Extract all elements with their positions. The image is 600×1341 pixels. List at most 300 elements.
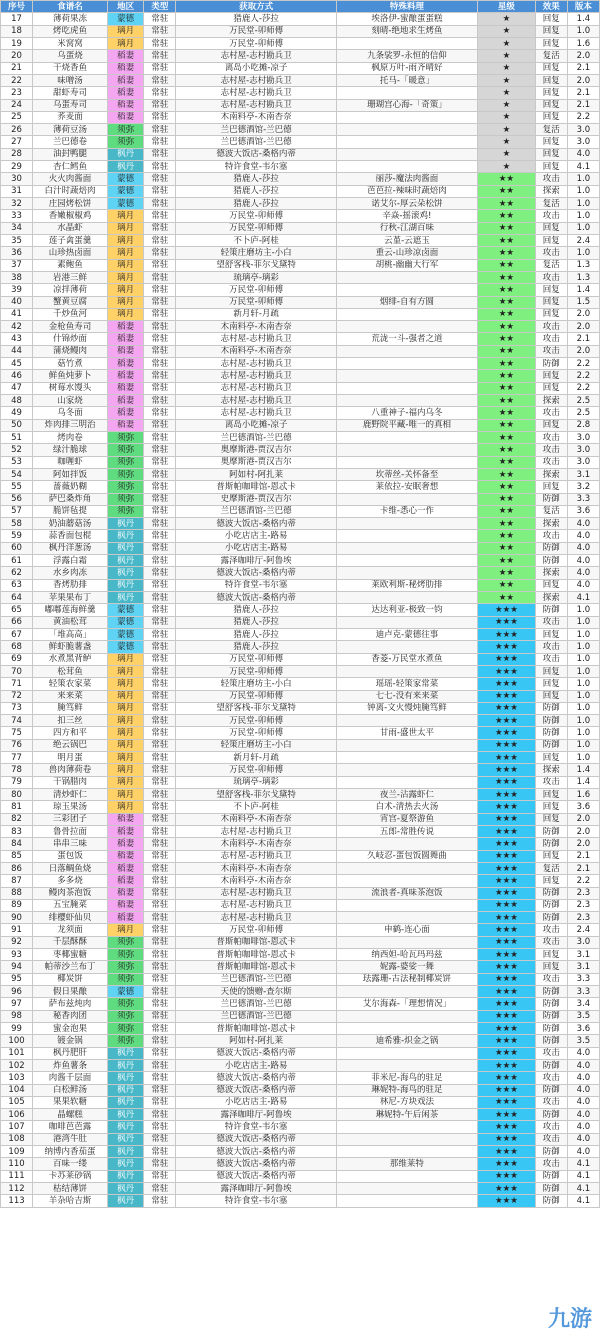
version-cell: 4.0 bbox=[567, 542, 599, 554]
special-dish-cell bbox=[336, 567, 477, 579]
recipe-name: 清炒虾仁 bbox=[33, 789, 108, 801]
star-rating: ★★★ bbox=[478, 1096, 536, 1108]
special-dish-cell bbox=[336, 161, 477, 173]
version-cell: 4.0 bbox=[567, 579, 599, 591]
star-rating: ★ bbox=[478, 124, 536, 136]
star-rating: ★★ bbox=[478, 579, 536, 591]
version-cell: 3.0 bbox=[567, 431, 599, 443]
source-cell: 兰巴德酒馆-兰巴德 bbox=[176, 136, 336, 148]
region-cell: 璃月 bbox=[107, 308, 143, 320]
table-row bbox=[1, 493, 600, 505]
special-dish-cell bbox=[336, 1059, 477, 1071]
row-number: 82 bbox=[1, 813, 33, 825]
region-cell: 蒙德 bbox=[107, 185, 143, 197]
table-row bbox=[1, 1146, 600, 1158]
row-number: 21 bbox=[1, 62, 33, 74]
recipe-name: 卡苏莱砂锅 bbox=[33, 1170, 108, 1182]
special-dish-cell: 琳妮特-海鸟的驻足 bbox=[336, 1084, 477, 1096]
source-cell: 志村屋-志村勘兵卫 bbox=[176, 87, 336, 99]
special-dish-cell: 重云-山珍凉卤面 bbox=[336, 247, 477, 259]
row-number: 81 bbox=[1, 801, 33, 813]
type-cell: 常驻 bbox=[144, 74, 176, 86]
effect-cell: 回复 bbox=[535, 961, 567, 973]
effect-cell: 防御 bbox=[535, 1035, 567, 1047]
row-number: 93 bbox=[1, 949, 33, 961]
table-row bbox=[1, 222, 600, 234]
type-cell: 常驻 bbox=[144, 493, 176, 505]
region-cell: 枫丹 bbox=[107, 161, 143, 173]
source-cell: 离岛小吃摊-凉子 bbox=[176, 62, 336, 74]
recipe-name: 秘香肉团 bbox=[33, 1010, 108, 1022]
star-rating: ★★★ bbox=[478, 702, 536, 714]
version-cell: 4.1 bbox=[567, 1170, 599, 1182]
region-cell: 璃月 bbox=[107, 665, 143, 677]
type-cell: 常驻 bbox=[144, 592, 176, 604]
region-cell: 璃月 bbox=[107, 37, 143, 49]
region-cell: 稻妻 bbox=[107, 99, 143, 111]
type-cell: 常驻 bbox=[144, 752, 176, 764]
type-cell: 常驻 bbox=[144, 1059, 176, 1071]
effect-cell: 防御 bbox=[535, 838, 567, 850]
region-cell: 须弥 bbox=[107, 1010, 143, 1022]
recipe-name: 乌冬面 bbox=[33, 407, 108, 419]
region-cell: 须弥 bbox=[107, 468, 143, 480]
version-cell: 2.3 bbox=[567, 899, 599, 911]
table-row bbox=[1, 419, 600, 431]
type-cell: 常驻 bbox=[144, 727, 176, 739]
version-cell: 2.8 bbox=[567, 419, 599, 431]
type-cell: 常驻 bbox=[144, 382, 176, 394]
row-number: 87 bbox=[1, 875, 33, 887]
region-cell: 蒙德 bbox=[107, 616, 143, 628]
star-rating: ★★★ bbox=[478, 899, 536, 911]
effect-cell: 复活 bbox=[535, 259, 567, 271]
table-row bbox=[1, 555, 600, 567]
type-cell: 常驻 bbox=[144, 271, 176, 283]
star-rating: ★★★ bbox=[478, 924, 536, 936]
region-cell: 稻妻 bbox=[107, 111, 143, 123]
type-cell: 常驻 bbox=[144, 1035, 176, 1047]
recipe-name: 镀金锅 bbox=[33, 1035, 108, 1047]
effect-cell: 攻击 bbox=[535, 776, 567, 788]
region-cell: 须弥 bbox=[107, 431, 143, 443]
recipe-name: 鲜鱼炖萝卜 bbox=[33, 370, 108, 382]
star-rating: ★★ bbox=[478, 419, 536, 431]
type-cell: 常驻 bbox=[144, 641, 176, 653]
type-cell: 常驻 bbox=[144, 111, 176, 123]
column-header: 版本 bbox=[567, 1, 599, 13]
special-dish-cell bbox=[336, 616, 477, 628]
recipe-name: 扣三丝 bbox=[33, 715, 108, 727]
recipe-name: 树莓水馒头 bbox=[33, 382, 108, 394]
source-cell: 兰巴德酒馆-兰巴德 bbox=[176, 124, 336, 136]
recipe-name: 多多烧 bbox=[33, 875, 108, 887]
row-number: 23 bbox=[1, 87, 33, 99]
special-dish-cell bbox=[336, 358, 477, 370]
type-cell: 常驻 bbox=[144, 1010, 176, 1022]
source-cell: 德波大饭店-桑格内蒂 bbox=[176, 1072, 336, 1084]
row-number: 71 bbox=[1, 678, 33, 690]
region-cell: 枫丹 bbox=[107, 1170, 143, 1182]
star-rating: ★★ bbox=[478, 247, 536, 259]
effect-cell: 攻击 bbox=[535, 407, 567, 419]
region-cell: 须弥 bbox=[107, 998, 143, 1010]
type-cell: 常驻 bbox=[144, 690, 176, 702]
star-rating: ★★ bbox=[478, 493, 536, 505]
source-cell: 特许食堂-韦尔塞 bbox=[176, 1121, 336, 1133]
version-cell: 2.2 bbox=[567, 875, 599, 887]
region-cell: 稻妻 bbox=[107, 62, 143, 74]
effect-cell: 探索 bbox=[535, 468, 567, 480]
star-rating: ★★ bbox=[478, 370, 536, 382]
special-dish-cell bbox=[336, 1170, 477, 1182]
effect-cell: 回复 bbox=[535, 875, 567, 887]
table-row bbox=[1, 444, 600, 456]
type-cell: 常驻 bbox=[144, 1146, 176, 1158]
source-cell: 志村屋-志村勘兵卫 bbox=[176, 382, 336, 394]
table-row bbox=[1, 838, 600, 850]
row-number: 25 bbox=[1, 111, 33, 123]
version-cell: 3.3 bbox=[567, 493, 599, 505]
type-cell: 常驻 bbox=[144, 456, 176, 468]
type-cell: 常驻 bbox=[144, 505, 176, 517]
special-dish-cell bbox=[336, 111, 477, 123]
source-cell: 猎鹿人-莎拉 bbox=[176, 173, 336, 185]
row-number: 38 bbox=[1, 271, 33, 283]
special-dish-cell bbox=[336, 641, 477, 653]
recipe-name: 串串三味 bbox=[33, 838, 108, 850]
source-cell: 德波大饭店-桑格内蒂 bbox=[176, 592, 336, 604]
recipe-name: 阿如拌饭 bbox=[33, 468, 108, 480]
region-cell: 稻妻 bbox=[107, 838, 143, 850]
region-cell: 璃月 bbox=[107, 271, 143, 283]
recipe-name: 「堆高高」 bbox=[33, 628, 108, 640]
source-cell: 阿如村-阿扎莱 bbox=[176, 1035, 336, 1047]
source-cell: 史摩斯港-贾汉吉尔 bbox=[176, 493, 336, 505]
effect-cell: 回复 bbox=[535, 370, 567, 382]
recipe-name: 千层酥酥 bbox=[33, 936, 108, 948]
recipe-name: 腌笃鲜 bbox=[33, 702, 108, 714]
row-number: 90 bbox=[1, 912, 33, 924]
recipe-name: 港湾牛肚 bbox=[33, 1133, 108, 1145]
region-cell: 稻妻 bbox=[107, 813, 143, 825]
effect-cell: 攻击 bbox=[535, 653, 567, 665]
region-cell: 稻妻 bbox=[107, 887, 143, 899]
star-rating: ★★ bbox=[478, 321, 536, 333]
star-rating: ★★ bbox=[478, 259, 536, 271]
region-cell: 须弥 bbox=[107, 505, 143, 517]
source-cell: 不卜庐-阿桂 bbox=[176, 234, 336, 246]
star-rating: ★ bbox=[478, 161, 536, 173]
effect-cell: 回复 bbox=[535, 628, 567, 640]
type-cell: 常驻 bbox=[144, 234, 176, 246]
recipe-name: 兰巴德卷 bbox=[33, 136, 108, 148]
table-row bbox=[1, 1047, 600, 1059]
star-rating: ★ bbox=[478, 37, 536, 49]
table-row bbox=[1, 752, 600, 764]
row-number: 69 bbox=[1, 653, 33, 665]
source-cell: 志村屋-志村勘兵卫 bbox=[176, 912, 336, 924]
special-dish-cell bbox=[336, 444, 477, 456]
effect-cell: 回复 bbox=[535, 62, 567, 74]
table-row bbox=[1, 210, 600, 222]
star-rating: ★ bbox=[478, 13, 536, 25]
star-rating: ★★★ bbox=[478, 961, 536, 973]
row-number: 88 bbox=[1, 887, 33, 899]
version-cell: 1.0 bbox=[567, 604, 599, 616]
source-cell: 猎鹿人-莎拉 bbox=[176, 628, 336, 640]
region-cell: 稻妻 bbox=[107, 395, 143, 407]
source-cell: 特许食堂-韦尔塞 bbox=[176, 1195, 336, 1207]
row-number: 101 bbox=[1, 1047, 33, 1059]
type-cell: 常驻 bbox=[144, 518, 176, 530]
table-row bbox=[1, 161, 600, 173]
source-cell: 露泽咖啡厅-阿鲁埃 bbox=[176, 1183, 336, 1195]
table-row bbox=[1, 308, 600, 320]
row-number: 37 bbox=[1, 259, 33, 271]
region-cell: 枫丹 bbox=[107, 1133, 143, 1145]
version-cell: 4.0 bbox=[567, 148, 599, 160]
effect-cell: 防御 bbox=[535, 542, 567, 554]
region-cell: 须弥 bbox=[107, 973, 143, 985]
table-row bbox=[1, 468, 600, 480]
recipe-name: 日落鲷鱼烧 bbox=[33, 862, 108, 874]
recipe-name: 三彩团子 bbox=[33, 813, 108, 825]
type-cell: 常驻 bbox=[144, 1084, 176, 1096]
effect-cell: 回复 bbox=[535, 789, 567, 801]
effect-cell: 攻击 bbox=[535, 1158, 567, 1170]
star-rating: ★★ bbox=[478, 185, 536, 197]
version-cell: 1.0 bbox=[567, 739, 599, 751]
table-row bbox=[1, 567, 600, 579]
special-dish-cell: 坎蒂丝-关怀备至 bbox=[336, 468, 477, 480]
version-cell: 1.0 bbox=[567, 641, 599, 653]
row-number: 96 bbox=[1, 986, 33, 998]
table-row bbox=[1, 124, 600, 136]
star-rating: ★★★ bbox=[478, 604, 536, 616]
type-cell: 常驻 bbox=[144, 222, 176, 234]
star-rating: ★★ bbox=[478, 481, 536, 493]
table-row bbox=[1, 801, 600, 813]
version-cell: 4.1 bbox=[567, 592, 599, 604]
version-cell: 1.0 bbox=[567, 678, 599, 690]
effect-cell: 攻击 bbox=[535, 345, 567, 357]
recipe-name: 鲁骨拉面 bbox=[33, 825, 108, 837]
version-cell: 1.0 bbox=[567, 25, 599, 37]
version-cell: 2.2 bbox=[567, 358, 599, 370]
star-rating: ★★★ bbox=[478, 986, 536, 998]
star-rating: ★ bbox=[478, 62, 536, 74]
recipe-name: 莲子禽蛋羹 bbox=[33, 234, 108, 246]
row-number: 26 bbox=[1, 124, 33, 136]
type-cell: 常驻 bbox=[144, 37, 176, 49]
special-dish-cell bbox=[336, 148, 477, 160]
version-cell: 3.3 bbox=[567, 973, 599, 985]
region-cell: 蒙德 bbox=[107, 173, 143, 185]
type-cell: 常驻 bbox=[144, 1170, 176, 1182]
table-row bbox=[1, 850, 600, 862]
type-cell: 常驻 bbox=[144, 1109, 176, 1121]
type-cell: 常驻 bbox=[144, 542, 176, 554]
source-cell: 志村屋-志村勘兵卫 bbox=[176, 333, 336, 345]
source-cell: 普斯帕咖啡馆-恩忒卡 bbox=[176, 936, 336, 948]
special-dish-cell: 鹿野院平藏-唯一的真相 bbox=[336, 419, 477, 431]
type-cell: 常驻 bbox=[144, 321, 176, 333]
table-row bbox=[1, 456, 600, 468]
star-rating: ★★★ bbox=[478, 1133, 536, 1145]
recipe-name: 金枪鱼寿司 bbox=[33, 321, 108, 333]
star-rating: ★★★ bbox=[478, 1158, 536, 1170]
effect-cell: 回复 bbox=[535, 949, 567, 961]
effect-cell: 攻击 bbox=[535, 431, 567, 443]
type-cell: 常驻 bbox=[144, 468, 176, 480]
type-cell: 常驻 bbox=[144, 653, 176, 665]
special-dish-cell bbox=[336, 124, 477, 136]
type-cell: 常驻 bbox=[144, 444, 176, 456]
recipe-name: 明月蛋 bbox=[33, 752, 108, 764]
star-rating: ★★ bbox=[478, 198, 536, 210]
version-cell: 2.1 bbox=[567, 87, 599, 99]
effect-cell: 防御 bbox=[535, 899, 567, 911]
recipe-name: 千炒鱼河 bbox=[33, 308, 108, 320]
star-rating: ★★ bbox=[478, 518, 536, 530]
star-rating: ★★ bbox=[478, 592, 536, 604]
effect-cell: 回复 bbox=[535, 161, 567, 173]
special-dish-cell: 烟绯-自有方圆 bbox=[336, 296, 477, 308]
row-number: 63 bbox=[1, 579, 33, 591]
version-cell: 1.4 bbox=[567, 776, 599, 788]
table-row bbox=[1, 1121, 600, 1133]
special-dish-cell bbox=[336, 518, 477, 530]
star-rating: ★★★ bbox=[478, 1035, 536, 1047]
version-cell: 1.0 bbox=[567, 628, 599, 640]
version-cell: 4.0 bbox=[567, 1121, 599, 1133]
recipe-name: 假日果酿 bbox=[33, 986, 108, 998]
recipe-name: 火火肉酱面 bbox=[33, 173, 108, 185]
row-number: 29 bbox=[1, 161, 33, 173]
type-cell: 常驻 bbox=[144, 530, 176, 542]
special-dish-cell: 云堇-云遮玉 bbox=[336, 234, 477, 246]
recipe-name: 苹果果布丁 bbox=[33, 592, 108, 604]
table-row bbox=[1, 198, 600, 210]
effect-cell: 回复 bbox=[535, 813, 567, 825]
star-rating: ★★★ bbox=[478, 850, 536, 862]
table-row bbox=[1, 62, 600, 74]
special-dish-cell: 托马-「暖意」 bbox=[336, 74, 477, 86]
type-cell: 常驻 bbox=[144, 1195, 176, 1207]
table-row bbox=[1, 825, 600, 837]
effect-cell: 攻击 bbox=[535, 616, 567, 628]
special-dish-cell bbox=[336, 271, 477, 283]
region-cell: 稻妻 bbox=[107, 850, 143, 862]
version-cell: 2.1 bbox=[567, 333, 599, 345]
star-rating: ★ bbox=[478, 111, 536, 123]
effect-cell: 防御 bbox=[535, 727, 567, 739]
source-cell: 轻策庄磨坊主-小白 bbox=[176, 678, 336, 690]
recipe-name: 纳博内香茄蛋 bbox=[33, 1146, 108, 1158]
region-cell: 璃月 bbox=[107, 924, 143, 936]
special-dish-cell: 琳妮特-午后闲茶 bbox=[336, 1109, 477, 1121]
row-number: 78 bbox=[1, 764, 33, 776]
row-number: 31 bbox=[1, 185, 33, 197]
effect-cell: 攻击 bbox=[535, 530, 567, 542]
region-cell: 须弥 bbox=[107, 456, 143, 468]
region-cell: 枫丹 bbox=[107, 555, 143, 567]
recipe-name: 琼玉果汤 bbox=[33, 801, 108, 813]
type-cell: 常驻 bbox=[144, 1047, 176, 1059]
special-dish-cell bbox=[336, 776, 477, 788]
table-row bbox=[1, 136, 600, 148]
source-cell: 猎鹿人-莎拉 bbox=[176, 185, 336, 197]
version-cell: 1.0 bbox=[567, 665, 599, 677]
recipe-name: 杏仁鳕鱼 bbox=[33, 161, 108, 173]
special-dish-cell bbox=[336, 555, 477, 567]
type-cell: 常驻 bbox=[144, 308, 176, 320]
version-cell: 3.6 bbox=[567, 505, 599, 517]
effect-cell: 防御 bbox=[535, 1195, 567, 1207]
version-cell: 1.0 bbox=[567, 752, 599, 764]
special-dish-cell: 五郎-常胜传说 bbox=[336, 825, 477, 837]
row-number: 84 bbox=[1, 838, 33, 850]
row-number: 94 bbox=[1, 961, 33, 973]
type-cell: 常驻 bbox=[144, 185, 176, 197]
table-row bbox=[1, 665, 600, 677]
table-row bbox=[1, 173, 600, 185]
effect-cell: 防御 bbox=[535, 1183, 567, 1195]
table-row bbox=[1, 1010, 600, 1022]
row-number: 54 bbox=[1, 468, 33, 480]
recipe-name: 蒲烧鳗肉 bbox=[33, 345, 108, 357]
region-cell: 须弥 bbox=[107, 1035, 143, 1047]
star-rating: ★★★ bbox=[478, 1047, 536, 1059]
region-cell: 璃月 bbox=[107, 752, 143, 764]
region-cell: 璃月 bbox=[107, 234, 143, 246]
row-number: 77 bbox=[1, 752, 33, 764]
table-row bbox=[1, 407, 600, 419]
region-cell: 枫丹 bbox=[107, 1096, 143, 1108]
row-number: 62 bbox=[1, 567, 33, 579]
special-dish-cell: 莱依拉-安眠奢想 bbox=[336, 481, 477, 493]
effect-cell: 回复 bbox=[535, 13, 567, 25]
version-cell: 4.0 bbox=[567, 555, 599, 567]
region-cell: 璃月 bbox=[107, 727, 143, 739]
special-dish-cell: 夜兰-沾露虾仁 bbox=[336, 789, 477, 801]
source-cell: 德波大饭店-桑格内蒂 bbox=[176, 148, 336, 160]
source-cell: 普斯帕咖啡馆-恩忒卡 bbox=[176, 949, 336, 961]
region-cell: 璃月 bbox=[107, 801, 143, 813]
source-cell: 志村屋-志村勘兵卫 bbox=[176, 899, 336, 911]
source-cell: 志村屋-志村勘兵卫 bbox=[176, 370, 336, 382]
version-cell: 2.1 bbox=[567, 862, 599, 874]
row-number: 102 bbox=[1, 1059, 33, 1071]
table-row bbox=[1, 1170, 600, 1182]
row-number: 76 bbox=[1, 739, 33, 751]
special-dish-cell bbox=[336, 936, 477, 948]
special-dish-cell: 胡桃-幽幽大行军 bbox=[336, 259, 477, 271]
effect-cell: 攻击 bbox=[535, 1072, 567, 1084]
star-rating: ★★★ bbox=[478, 690, 536, 702]
source-cell: 万民堂-卯师傅 bbox=[176, 653, 336, 665]
source-cell: 德波大饭店-桑格内蒂 bbox=[176, 1170, 336, 1182]
table-row bbox=[1, 875, 600, 887]
row-number: 58 bbox=[1, 518, 33, 530]
row-number: 30 bbox=[1, 173, 33, 185]
special-dish-cell: 珐露珊-古法秘制椰炭饼 bbox=[336, 973, 477, 985]
version-cell: 2.0 bbox=[567, 813, 599, 825]
special-dish-cell bbox=[336, 542, 477, 554]
table-row bbox=[1, 13, 600, 25]
row-number: 113 bbox=[1, 1195, 33, 1207]
